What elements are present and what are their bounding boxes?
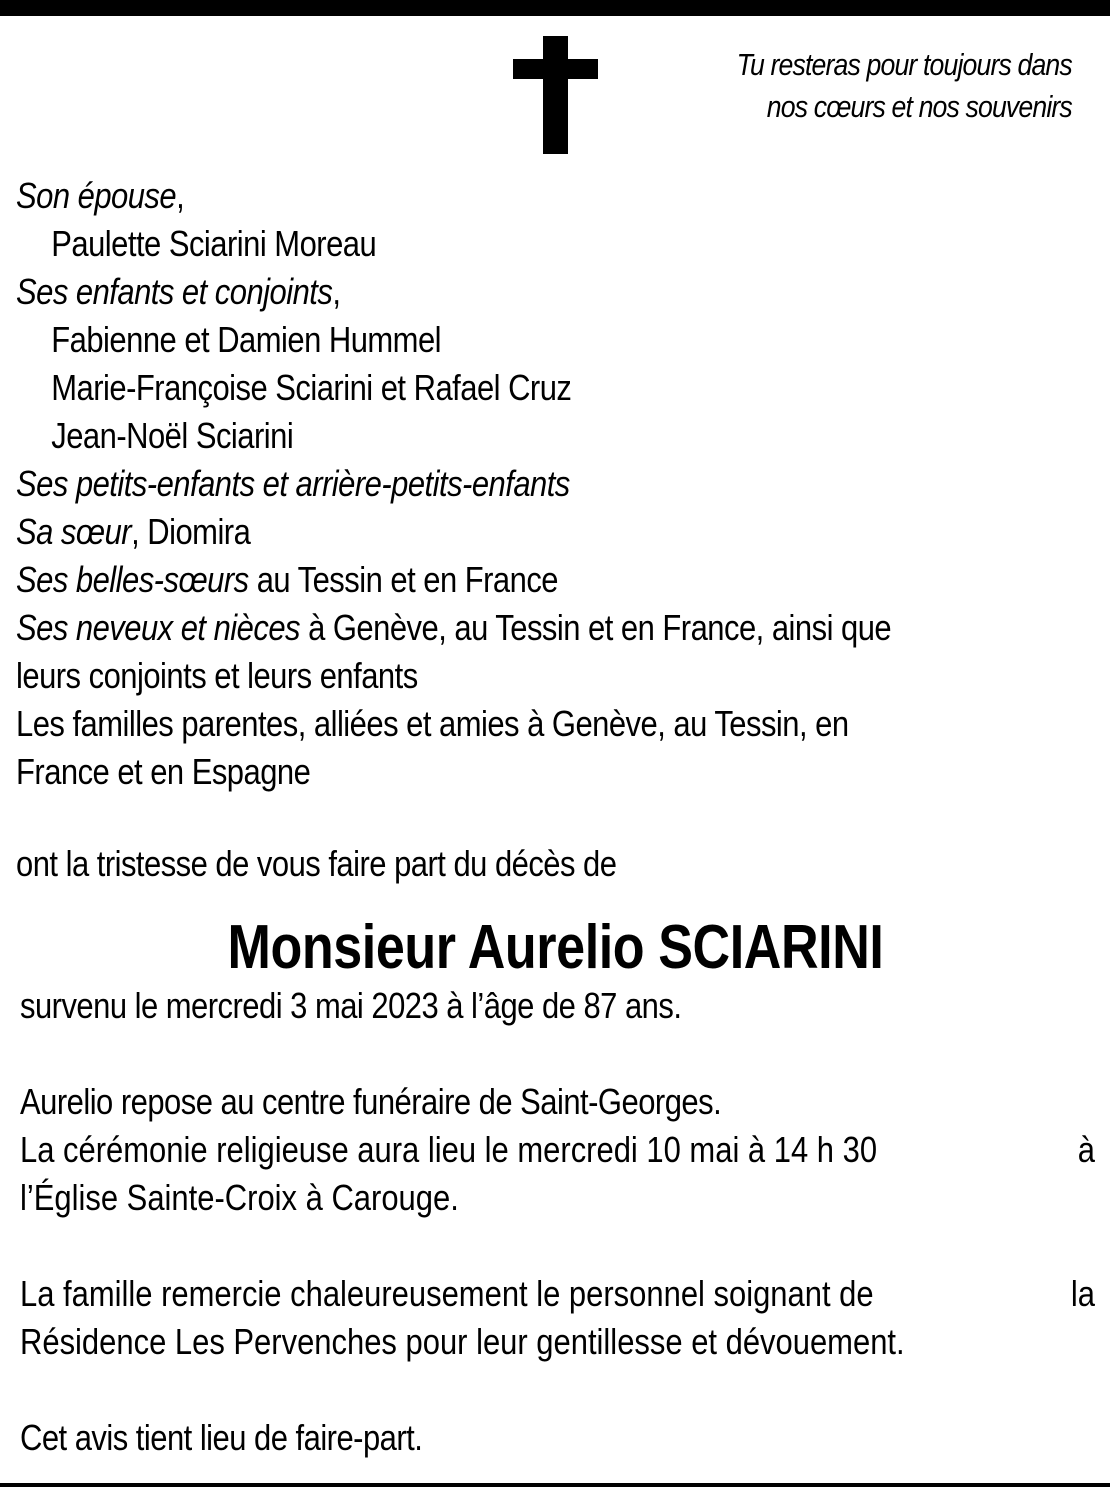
bottom-border (0, 1483, 1110, 1487)
sister-line: Sa sœur, Diomira (16, 511, 251, 552)
child-name: Marie-Françoise Sciarini et Rafael Cruz (51, 367, 572, 408)
announcement-text: ont la tristesse de vous faire part du décès de (16, 843, 617, 884)
notice-text: Cet avis tient lieu de faire-part. (20, 1417, 423, 1458)
family-list (16, 172, 891, 796)
ceremony-line-1-end: à (1077, 1129, 1095, 1170)
cross-icon (513, 36, 598, 154)
ceremony-line-2: l’Église Sainte-Croix à Carouge. (20, 1177, 459, 1218)
deceased-name: Monsieur Aurelio SCIARINI (227, 913, 883, 982)
motto (737, 44, 1072, 128)
children-heading: Ses enfants et conjoints, (16, 271, 341, 312)
death-info: survenu le mercredi 3 mai 2023 à l’âge de 87 ans. (20, 985, 682, 1026)
nephews-line: Ses neveux et nièces à Genève, au Tessin et en France, ainsi que (16, 607, 892, 648)
thanks-paragraph (20, 1270, 1095, 1366)
ceremony-line-1: La cérémonie religieuse aura lieu le mercredi 10 mai à 14 h 30 (20, 1129, 878, 1170)
child-name: Jean-Noël Sciarini (51, 415, 294, 456)
rest-info: Aurelio repose au centre funéraire de Saint-Georges. (20, 1081, 722, 1122)
relatives-line-1: Les familles parentes, alliées et amies à Genève, au Tessin, en (16, 703, 849, 744)
spouse-heading: Son épouse, (16, 175, 185, 216)
grandchildren-heading: Ses petits-enfants et arrière-petits-enfants (16, 463, 570, 504)
relatives-line-2: France et en Espagne (16, 751, 311, 792)
nephews-line-2: leurs conjoints et leurs enfants (16, 655, 418, 696)
thanks-line-1-end: la (1070, 1273, 1095, 1314)
thanks-line-2: Résidence Les Pervenches pour leur gentillesse et dévouement. (20, 1321, 905, 1362)
sisters-in-law-line: Ses belles-sœurs au Tessin et en France (16, 559, 559, 600)
spouse-name: Paulette Sciarini Moreau (51, 223, 377, 264)
thanks-line-1: La famille remercie chaleureusement le personnel soignant de (20, 1273, 874, 1314)
child-name: Fabienne et Damien Hummel (51, 319, 442, 360)
top-border (0, 0, 1110, 16)
motto-line-2: nos cœurs et nos souvenirs (766, 89, 1072, 124)
ceremony-paragraph (20, 1126, 1095, 1222)
motto-line-1: Tu resteras pour toujours dans (736, 47, 1072, 82)
